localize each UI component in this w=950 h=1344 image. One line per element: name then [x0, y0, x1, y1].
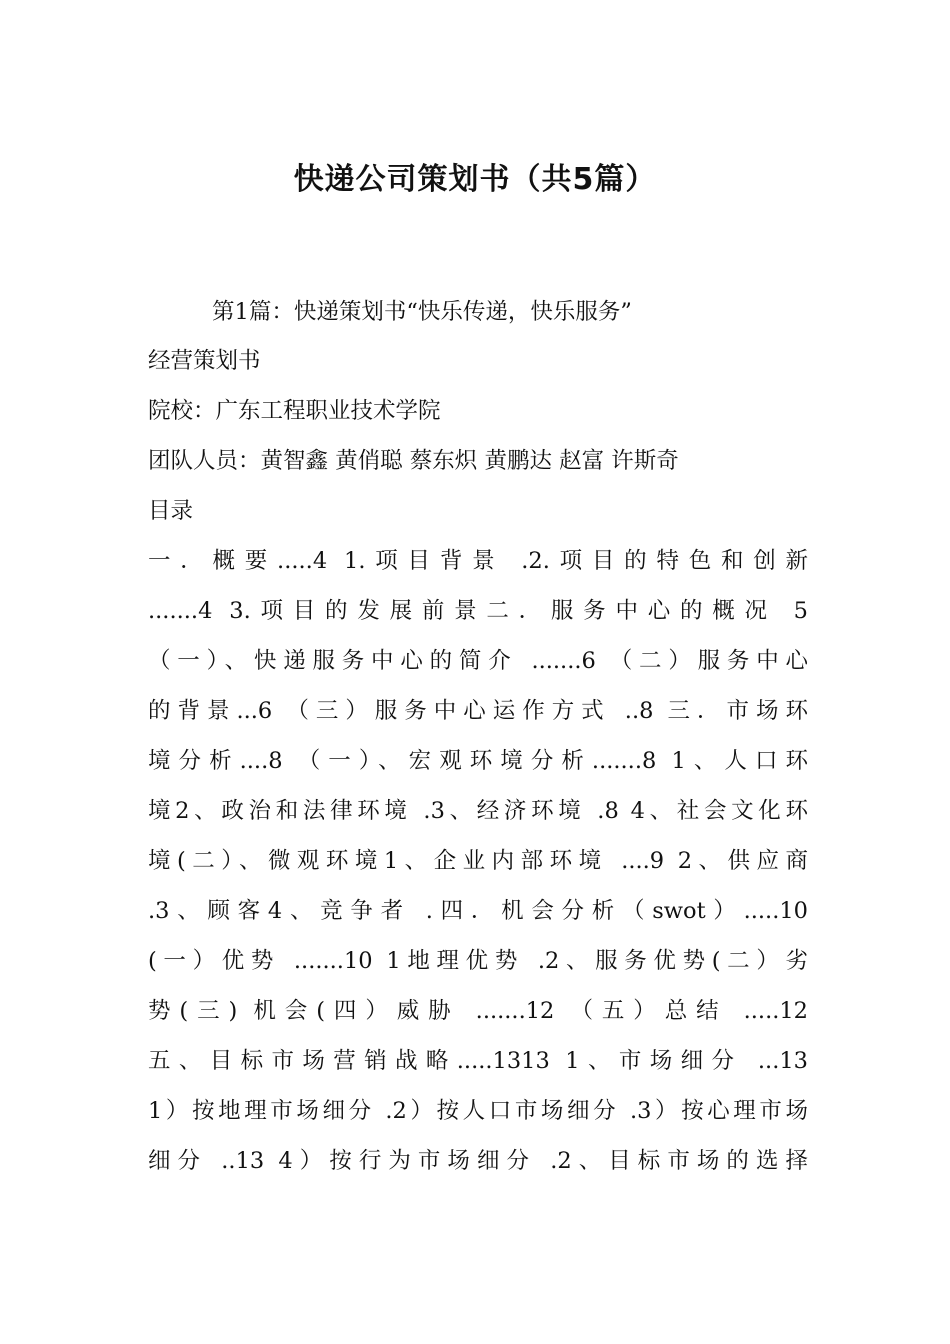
- toc-line: 细分 ..13 4）按行为市场细分 .2、目标市场的选择: [148, 1148, 808, 1174]
- toc-line: (一）优势 .......10 1地理优势 .2、服务优势(二）劣: [148, 948, 808, 974]
- toc-line: （一）、快递服务中心的简介 .......6 （二）服务中心: [148, 648, 808, 674]
- school-line: 院校：广东工程职业技术学院: [148, 398, 441, 424]
- toc-line: 境分析....8 （一）、宏观环境分析.......8 1、人口环: [148, 748, 808, 774]
- team-members-line: 团队人员：黄智鑫 黄俏聪 蔡东炽 黄鹏达 赵富 许斯奇: [148, 448, 679, 474]
- document-title: 快递公司策划书（共5篇）: [293, 162, 657, 197]
- toc-line: 一．概要.....4 1.项目背景 .2.项目的特色和创新: [148, 548, 808, 574]
- section-heading: 第1篇：快递策划书“快乐传递，快乐服务”: [212, 299, 632, 325]
- toc-line: 五、目标市场营销战略.....1313 1、市场细分 ...13: [148, 1048, 808, 1074]
- toc-line: 境2、政治和法律环境 .3、经济环境 .8 4、社会文化环: [148, 798, 808, 824]
- toc-line: 的背景...6 （三）服务中心运作方式 ..8 三．市场环: [148, 698, 808, 724]
- toc-line: 势(三) 机会(四）威胁 .......12 （五）总结 .....12: [148, 998, 808, 1024]
- toc-line: .......4 3.项目的发展前景二．服务中心的概况 5: [148, 598, 808, 624]
- toc-line: 境(二）、微观环境1、企业内部环境 ....9 2、供应商: [148, 848, 808, 874]
- toc-heading: 目录: [148, 498, 194, 524]
- toc-line: 1）按地理市场细分 .2）按人口市场细分 .3）按心理市场: [148, 1098, 808, 1124]
- subheading-plan: 经营策划书: [148, 348, 261, 374]
- toc-line: .3、顾客4、竞争者 .四．机会分析（swot）.....10: [148, 898, 808, 924]
